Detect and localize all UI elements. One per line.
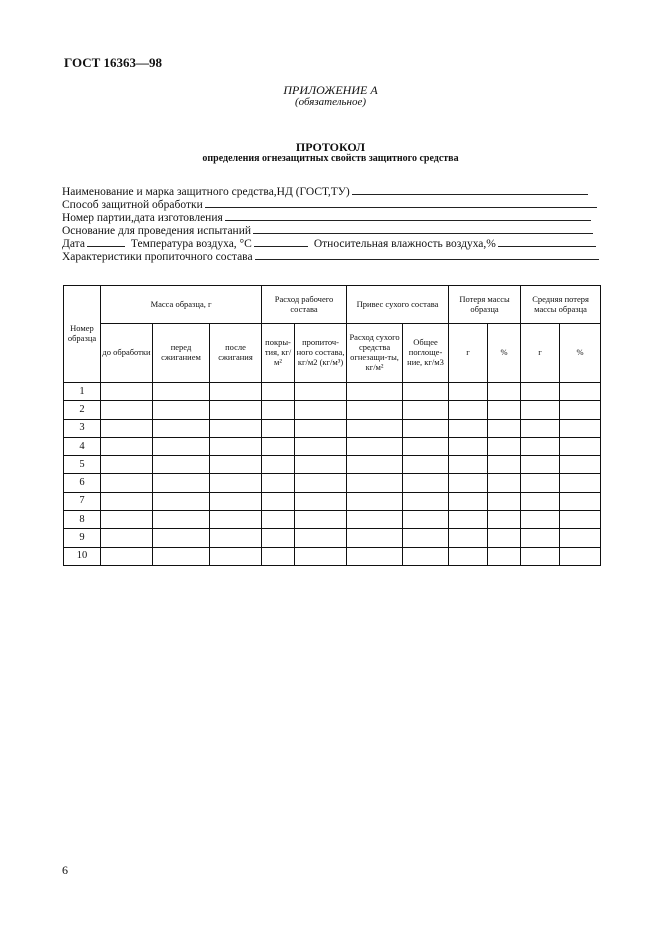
table-cell[interactable] [262,456,295,474]
table-cell[interactable] [347,492,403,510]
subheader-total-absorption: Общее поглоще-ние, кг/м3 [403,324,449,383]
row-number: 2 [64,401,101,419]
table-cell[interactable] [295,419,347,437]
table-cell[interactable] [521,437,560,455]
table-cell[interactable] [449,383,488,401]
table-row [64,456,601,474]
table-cell[interactable] [403,492,449,510]
table-cell[interactable] [560,529,601,547]
table-cell[interactable] [210,474,262,492]
table-cell[interactable] [521,529,560,547]
table-cell[interactable] [449,401,488,419]
table-cell[interactable] [403,511,449,529]
humidity-label: Относительная влажность воздуха,% [313,238,496,250]
table-cell[interactable] [153,492,210,510]
table-cell[interactable] [262,529,295,547]
table-cell[interactable] [153,529,210,547]
protocol-table [63,285,601,566]
table-cell[interactable] [521,492,560,510]
table-cell[interactable] [347,401,403,419]
table-cell[interactable] [153,419,210,437]
table-cell[interactable] [560,437,601,455]
table-cell[interactable] [521,419,560,437]
table-cell[interactable] [153,511,210,529]
table-cell[interactable] [347,419,403,437]
table-row [64,529,601,547]
table-cell[interactable] [488,456,521,474]
field-batch-number [62,211,591,224]
table-cell[interactable] [262,492,295,510]
table-row [64,492,601,510]
table-cell[interactable] [295,401,347,419]
fill-line[interactable] [255,250,599,260]
table-cell[interactable] [295,474,347,492]
table-cell[interactable] [101,419,153,437]
fill-line[interactable] [253,224,593,234]
document-code: ГОСТ 16363—98 [64,55,163,70]
table-cell[interactable] [403,401,449,419]
header-working-composition: Расход рабочего состава [262,286,347,324]
table-cell[interactable] [403,383,449,401]
table-cell[interactable] [153,547,210,565]
table-cell[interactable] [295,492,347,510]
table-cell[interactable] [101,437,153,455]
table-cell[interactable] [521,401,560,419]
table-cell[interactable] [295,437,347,455]
table-cell[interactable] [295,511,347,529]
field-impregnation [62,250,599,263]
header-average-loss: Средняя потеря массы образца [521,286,601,324]
subheader-dry-consumption: Расход сухого средства огнезащи-ты, кг/м² [347,324,403,383]
subheader-before-treatment: до обработки [101,324,153,383]
table-cell[interactable] [153,383,210,401]
row-number: 5 [64,456,101,474]
table-cell[interactable] [295,529,347,547]
table-cell[interactable] [101,529,153,547]
row-number: 1 [64,383,101,401]
row-number: 3 [64,419,101,437]
table-cell[interactable] [560,401,601,419]
protocol-title: ПРОТОКОЛ [295,140,366,154]
table-cell[interactable] [488,383,521,401]
table-cell[interactable] [488,474,521,492]
table-cell[interactable] [347,456,403,474]
subheader-loss-grams: г [449,324,488,383]
row-number: 6 [64,474,101,492]
table-cell[interactable] [101,492,153,510]
table-cell[interactable] [262,547,295,565]
field-protective-agent [62,185,588,198]
table-cell[interactable] [347,529,403,547]
table-cell[interactable] [488,492,521,510]
table-cell[interactable] [101,474,153,492]
table-row [64,383,601,401]
row-number: 7 [64,492,101,510]
table-cell[interactable] [153,437,210,455]
table-cell[interactable] [449,474,488,492]
row-number: 4 [64,437,101,455]
table-cell[interactable] [560,419,601,437]
table-row [64,511,601,529]
table-cell[interactable] [403,547,449,565]
table-cell[interactable] [449,529,488,547]
table-cell[interactable] [560,474,601,492]
table-cell[interactable] [262,511,295,529]
table-cell[interactable] [521,383,560,401]
table-cell[interactable] [295,547,347,565]
field-label: Характеристики пропиточного состава [62,251,253,263]
table-cell[interactable] [488,511,521,529]
table-cell[interactable] [295,383,347,401]
table-cell[interactable] [153,401,210,419]
date-fill-line[interactable] [87,237,125,247]
header-mass-loss: Потеря массы образца [449,286,521,324]
table-cell[interactable] [488,419,521,437]
table-cell[interactable] [521,547,560,565]
table-cell[interactable] [560,547,601,565]
table-cell[interactable] [347,547,403,565]
table-cell[interactable] [262,437,295,455]
table-cell[interactable] [210,401,262,419]
table-cell[interactable] [403,419,449,437]
appendix-note: (обязательное) [294,96,367,108]
table-cell[interactable] [403,529,449,547]
page-number: 6 [62,863,68,877]
table-row [64,474,601,492]
table-cell[interactable] [347,474,403,492]
table-cell[interactable] [101,383,153,401]
table-cell[interactable] [101,401,153,419]
table-cell[interactable] [347,437,403,455]
row-number: 8 [64,511,101,529]
table-cell[interactable] [210,511,262,529]
field-label: Номер партии,дата изготовления [62,212,223,224]
field-label: Основание для проведения испытаний [62,225,252,237]
table-cell[interactable] [403,474,449,492]
temperature-label: Температура воздуха, °С [130,238,252,250]
table-cell[interactable] [210,383,262,401]
table-cell[interactable] [347,383,403,401]
table-cell[interactable] [101,547,153,565]
table-row [64,401,601,419]
field-treatment-method [62,198,597,211]
fill-line[interactable] [225,211,591,221]
table-cell[interactable] [521,456,560,474]
field-label: Способ защитной обработки [62,199,203,211]
table-cell[interactable] [210,456,262,474]
field-conditions [62,237,596,250]
table-cell[interactable] [521,511,560,529]
subheader-coating: покры-тия, кг/м² [262,324,295,383]
table-cell[interactable] [488,401,521,419]
table-cell[interactable] [153,474,210,492]
table-cell[interactable] [262,474,295,492]
table-cell[interactable] [403,437,449,455]
row-number: 9 [64,529,101,547]
table-cell[interactable] [449,437,488,455]
table-cell[interactable] [210,529,262,547]
subheader-avg-loss-grams: г [521,324,560,383]
table-cell[interactable] [488,437,521,455]
table-cell[interactable] [262,401,295,419]
table-cell[interactable] [449,419,488,437]
table-cell[interactable] [101,456,153,474]
table-cell[interactable] [153,456,210,474]
table-cell[interactable] [295,456,347,474]
header-sample-mass: Масса образца, г [101,286,262,324]
table-cell[interactable] [560,511,601,529]
table-cell[interactable] [101,511,153,529]
table-cell[interactable] [347,511,403,529]
subheader-impregnating: пропиточ-ного состава, кг/м2 (кг/м³) [295,324,347,383]
table-cell[interactable] [210,437,262,455]
temperature-fill-line[interactable] [254,237,308,247]
table-row [64,437,601,455]
subheader-before-burning: перед сжиганием [153,324,210,383]
table-cell[interactable] [210,547,262,565]
table-cell[interactable] [449,456,488,474]
header-sample-number: Номер образца [64,286,101,383]
subheader-after-burning: после сжигания [210,324,262,383]
table-cell[interactable] [488,547,521,565]
table-cell[interactable] [449,492,488,510]
field-test-basis [62,224,593,237]
subheader-loss-percent: % [488,324,521,383]
table-row [64,419,601,437]
row-number: 10 [64,547,101,565]
humidity-fill-line[interactable] [498,237,596,247]
subheader-avg-loss-percent: % [560,324,601,383]
table-row [64,547,601,565]
protocol-subtitle: определения огнезащитных свойств защитного средства [202,153,459,164]
table-cell[interactable] [262,419,295,437]
table-cell[interactable] [560,383,601,401]
table-cell[interactable] [488,529,521,547]
table-cell[interactable] [403,456,449,474]
field-label: Наименование и марка защитного средства,НД (ГОСТ,ТУ) [62,186,350,198]
table-cell[interactable] [210,492,262,510]
fill-line[interactable] [205,198,597,208]
fill-line[interactable] [352,185,588,195]
table-cell[interactable] [560,492,601,510]
date-label: Дата [62,238,85,250]
table-cell[interactable] [560,456,601,474]
table-cell[interactable] [449,511,488,529]
appendix-title: ПРИЛОЖЕНИЕ А [283,83,378,97]
table-cell[interactable] [449,547,488,565]
header-dry-gain: Привес сухого состава [347,286,449,324]
table-cell[interactable] [210,419,262,437]
table-cell[interactable] [521,474,560,492]
table-cell[interactable] [262,383,295,401]
